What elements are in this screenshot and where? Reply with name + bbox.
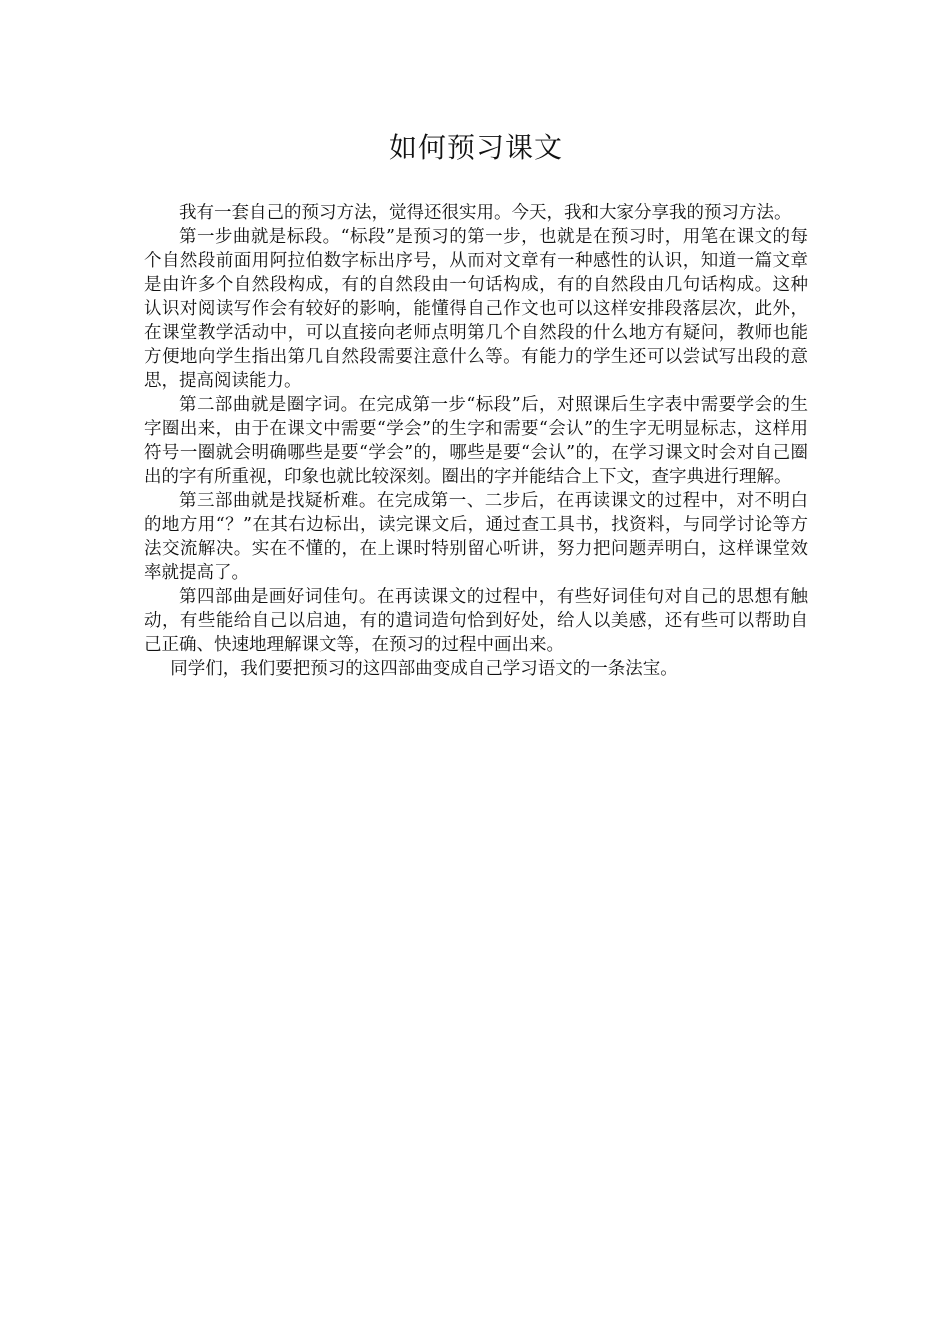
document-title: 如何预习课文 [388,131,563,164]
paragraph-step-three: 第三部曲就是找疑析难。在完成第一、二步后，在再读课文的过程中，对不明白的地方用“？”在其右边标出，读完课文后，通过查工具书，找资料，与同学讨论等方法交流解决。实在不懂的，在上课时特别留心听讲，努力把问题弄明白，这样课堂效率就提高了。 [144,491,808,583]
paragraph-step-four: 第四部曲是画好词佳句。在再读课文的过程中，有些好词佳句对自己的思想有触动，有些能给自己以启迪，有的遣词造句恰到好处，给人以美感，还有些可以帮助自己正确、快速地理解课文等，在预习的过程中画出来。 [144,587,808,655]
paragraph-intro: 我有一套自己的预习方法，觉得还很实用。今天，我和大家分享我的预习方法。 [179,203,792,223]
paragraph-conclusion: 同学们，我们要把预习的这四部曲变成自己学习语文的一条法宝。 [170,659,678,679]
paragraph-step-one: 第一步曲就是标段。“标段”是预习的第一步，也就是在预习时，用笔在课文的每个自然段前面用阿拉伯数字标出序号，从而对文章有一种感性的认识，知道一篇文章是由许多个自然段构成，有的自然段由一句话构成，有的自然段由几句话构成。这种认识对阅读写作会有较好的影响，能懂得自己作文也可以这样安排段落层次，此外，在课堂教学活动中，可以直接向老师点明第几个自然段的什么地方有疑问，教师也能方便地向学生指出第几自然段需要注意什么等。有能力的学生还可以尝试写出段的意思，提高阅读能力。 [144,227,808,391]
document-page [144,128,808,681]
paragraph-step-two: 第二部曲就是圈字词。在完成第一步“标段”后，对照课后生字表中需要学会的生字圈出来，由于在课文中需要“学会”的生字和需要“会认”的生字无明显标志，这样用符号一圈就会明确哪些是要“学会”的，哪些是要“会认”的，在学习课文时会对自己圈出的字有所重视，印象也就比较深刻。圈出的字并能结合上下文，查字典进行理解。 [144,395,808,487]
